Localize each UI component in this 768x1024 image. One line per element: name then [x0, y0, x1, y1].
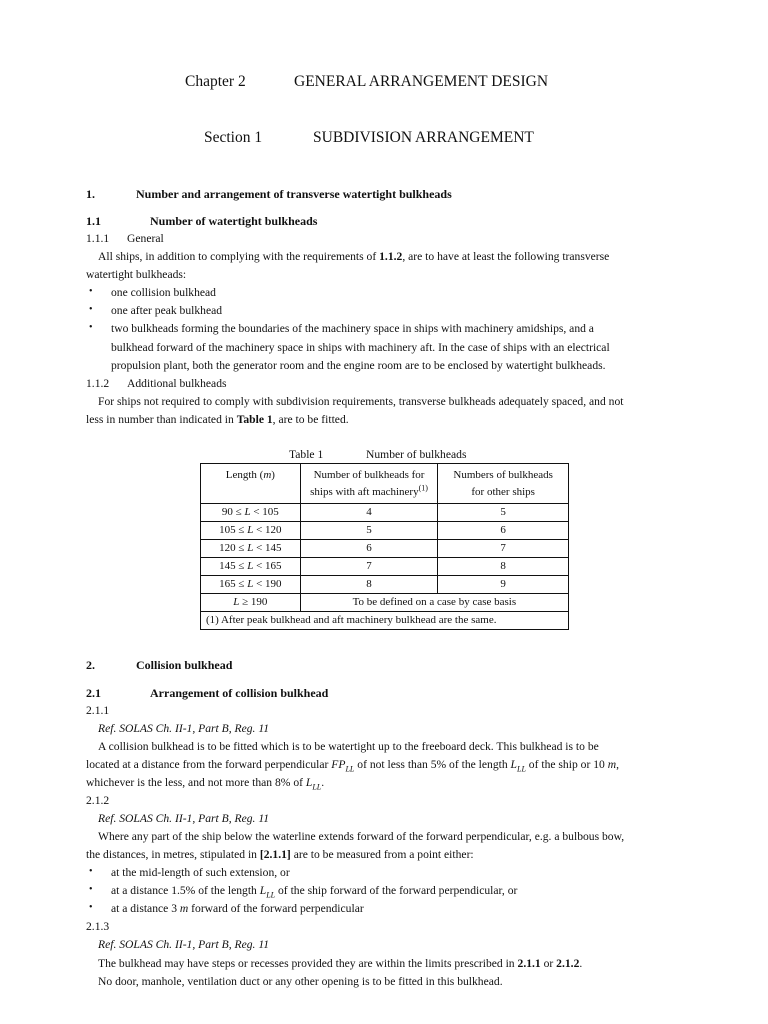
col-header-aft: Number of bulkheads for ships with aft machinery$^{(1)}$	[300, 464, 438, 504]
paragraph-2-1-2-line1: Where any part of the ship below the waterline extends forward of the forward perpendicular, e.g. a bulbous bow,	[98, 830, 625, 843]
section-title: SUBDIVISION ARRANGEMENT	[313, 129, 534, 146]
table-cell-aft: 6	[300, 540, 438, 558]
bulkheads-table	[200, 463, 569, 630]
heading-2-1-num: 2.1	[86, 686, 101, 700]
paragraph-1-1-2-line1: For ships not required to comply with subdivision requirements, transverse bulkheads adequately spaced, and not	[98, 395, 624, 408]
table-footnote: (1) After peak bulkhead and aft machinery bulkhead are the same.	[201, 612, 569, 630]
table-cell-aft: 7	[300, 558, 438, 576]
heading-1-1-title: Number of watertight bulkheads	[150, 214, 318, 228]
paragraph-2-1-3-line2: No door, manhole, ventilation duct or any other opening is to be fitted in this bulkhead.	[98, 975, 503, 988]
heading-1-1-1-title: General	[127, 232, 164, 245]
paragraph-1-1-2-line2: less in number than indicated in Table 1, are to be fitted.	[86, 413, 349, 426]
paragraph-2-1-3-line1: The bulkhead may have steps or recesses provided they are within the limits prescribed in 2.1.1 or 2.1.2.	[98, 957, 583, 970]
table-cell-length: 90 ≤ L < 105	[201, 504, 301, 522]
paragraph-1-1-1-line1: All ships, in addition to complying with the requirements of 1.1.2, are to have at least the following transverse	[98, 250, 610, 263]
heading-2-title: Collision bulkhead	[136, 658, 233, 672]
chapter-title: GENERAL ARRANGEMENT DESIGN	[294, 73, 549, 90]
bullet-icon: •	[89, 304, 93, 315]
list-item: two bulkheads forming the boundaries of the machinery space in ships with machinery amidships, and a	[111, 322, 594, 335]
list-item: at the mid-length of such extension, or	[111, 866, 290, 879]
reference-2-1-1: Ref. SOLAS Ch. II-1, Part B, Reg. 11	[98, 722, 270, 735]
table-cell-length: 165 ≤ L < 190	[201, 576, 301, 594]
table-cell-other: 6	[438, 522, 569, 540]
col-header-other: Numbers of bulkheads for other ships	[438, 464, 569, 504]
ref-1-1-2: 1.1.2	[379, 250, 403, 263]
reference-2-1-2: Ref. SOLAS Ch. II-1, Part B, Reg. 11	[98, 812, 270, 825]
heading-1-1-2-title: Additional bulkheads	[127, 377, 227, 390]
heading-2-1-title: Arrangement of collision bulkhead	[150, 686, 329, 700]
table-caption-title: Number of bulkheads	[366, 448, 467, 461]
chapter-label: Chapter 2	[185, 73, 246, 90]
heading-1-1-2-num: 1.1.2	[86, 377, 110, 390]
table-cell-aft: 5	[300, 522, 438, 540]
paragraph-2-1-1-line3: whichever is the less, and not more than 8% of $L_{LL}$.	[86, 776, 325, 792]
heading-1-1-1-num: 1.1.1	[86, 232, 110, 245]
list-item-cont: bulkhead forward of the machinery space in ships with machinery aft. In the case of ships with an electrical	[111, 341, 610, 354]
table-row	[201, 540, 569, 558]
table-cell-length: 145 ≤ L < 165	[201, 558, 301, 576]
heading-2-num: 2.	[86, 658, 95, 672]
table-cell-aft: 8	[300, 576, 438, 594]
list-item: at a distance 1.5% of the length $L_{LL}$ of the ship forward of the forward perpendicular, or	[111, 884, 518, 900]
table-note-row	[201, 612, 569, 630]
table-cell-length: L ≥ 190	[201, 594, 301, 612]
paragraph-2-1-2-line2: the distances, in metres, stipulated in [2.1.1] are to be measured from a point either:	[86, 848, 474, 861]
table-header-row	[201, 464, 569, 504]
table-cell-other: 7	[438, 540, 569, 558]
table-cell-other: 5	[438, 504, 569, 522]
bullet-icon: •	[89, 866, 93, 877]
ref-2-1-2: 2.1.2	[556, 957, 580, 970]
bullet-icon: •	[89, 884, 93, 895]
bullet-icon: •	[89, 902, 93, 913]
table-cell-other: 9	[438, 576, 569, 594]
list-item: one collision bulkhead	[111, 286, 216, 299]
table-row	[201, 558, 569, 576]
table-cell-length: 120 ≤ L < 145	[201, 540, 301, 558]
ref-2-1-1: 2.1.1	[517, 957, 541, 970]
list-item-cont: propulsion plant, both the generator room and the engine room are to be enclosed by watertight bulkheads.	[111, 359, 606, 372]
reference-2-1-3: Ref. SOLAS Ch. II-1, Part B, Reg. 11	[98, 938, 270, 951]
table-row	[201, 576, 569, 594]
paragraph-2-1-1-line1: A collision bulkhead is to be fitted which is to be watertight up to the freeboard deck. This bulkhead is to be	[98, 740, 599, 753]
heading-2-1-2-num: 2.1.2	[86, 794, 110, 807]
table-row	[201, 522, 569, 540]
heading-1-title: Number and arrangement of transverse watertight bulkheads	[136, 187, 452, 201]
section-label: Section 1	[204, 129, 263, 146]
ref-2-1-1: [2.1.1]	[259, 848, 291, 861]
heading-2-1-3-num: 2.1.3	[86, 920, 110, 933]
bullet-icon: •	[89, 286, 93, 297]
table-cell-length: 105 ≤ L < 120	[201, 522, 301, 540]
heading-1-1-num: 1.1	[86, 214, 101, 228]
paragraph-2-1-1-line2: located at a distance from the forward perpendicular $FP_{LL}$ of not less than 5% of the length $L_{LL}$ of the ship or 10 m,	[86, 758, 619, 774]
bullet-icon: •	[89, 322, 93, 333]
heading-1-num: 1.	[86, 187, 95, 201]
heading-2-1-1-num: 2.1.1	[86, 704, 110, 717]
paragraph-1-1-1-line2: watertight bulkheads:	[86, 268, 187, 281]
table-caption-label: Table 1	[289, 448, 324, 461]
list-item: one after peak bulkhead	[111, 304, 223, 317]
table-cell-merged: To be defined on a case by case basis	[300, 594, 568, 612]
table-row-last	[201, 594, 569, 612]
table-cell-other: 8	[438, 558, 569, 576]
table-row	[201, 504, 569, 522]
ref-table-1: Table 1	[236, 413, 273, 426]
list-item: at a distance 3 m forward of the forward perpendicular	[111, 902, 364, 915]
table-cell-aft: 4	[300, 504, 438, 522]
chapter-heading	[185, 73, 246, 91]
col-header-length: Length (m)	[201, 464, 301, 504]
